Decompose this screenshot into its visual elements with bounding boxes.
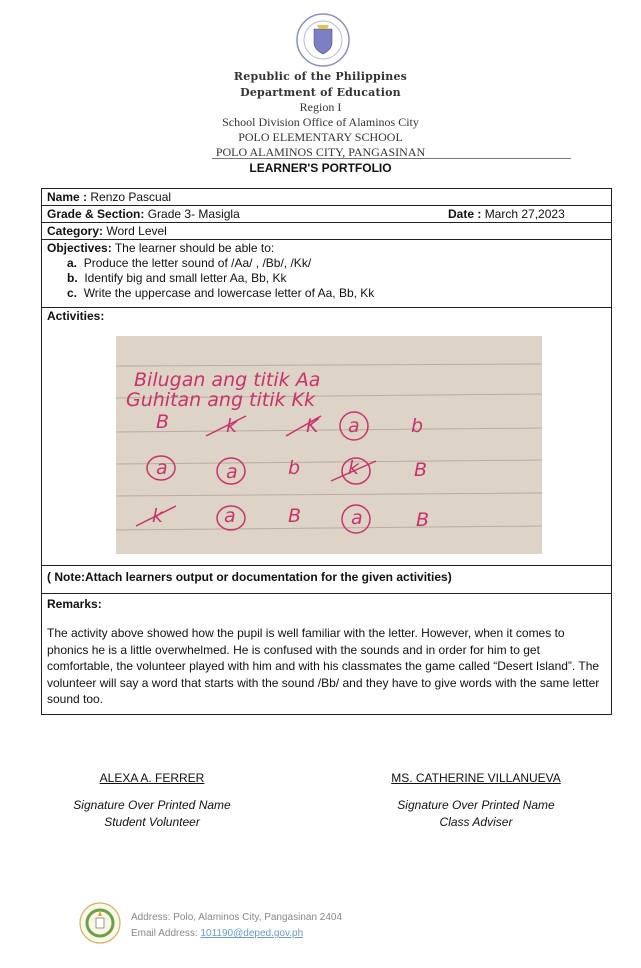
volunteer-name: ALEXA A. FERRER xyxy=(99,771,205,785)
school-seal-logo xyxy=(79,902,121,944)
activities-label: Activities: xyxy=(47,309,105,323)
svg-text:a: a xyxy=(156,457,168,479)
grade-label: Grade & Section: xyxy=(47,207,145,221)
svg-text:k: k xyxy=(348,457,360,479)
adviser-signature-caption: Signature Over Printed Name xyxy=(397,798,555,812)
date-field xyxy=(448,208,565,221)
school-heading: POLO ELEMENTARY SCHOOL xyxy=(238,130,403,144)
objective-text: Produce the letter sound of /Aa/ , /Bb/, /Kk/ xyxy=(83,256,312,270)
division-heading: School Division Office of Alaminos City xyxy=(222,115,419,129)
svg-text:B: B xyxy=(416,509,430,531)
footer-address: Address: Polo, Alaminos City, Pangasinan 2404 xyxy=(131,912,343,923)
page-title: LEARNER'S PORTFOLIO xyxy=(249,161,392,175)
svg-text:B: B xyxy=(414,459,428,481)
svg-text:B: B xyxy=(288,505,302,527)
objective-letter: a. xyxy=(67,256,78,270)
svg-text:Bilugan ang titik Aa: Bilugan ang titik Aa xyxy=(134,369,321,391)
svg-text:a: a xyxy=(348,415,360,437)
footer-email-link[interactable]: 101190@deped.gov.ph xyxy=(200,928,304,939)
grade-row xyxy=(42,206,611,223)
adviser-name: MS. CATHERINE VILLANUEVA xyxy=(391,771,561,785)
objective-text: Write the uppercase and lowercase letter of Aa, Bb, Kk xyxy=(83,286,375,300)
svg-text:a: a xyxy=(351,507,363,529)
objective-letter: b. xyxy=(67,271,78,285)
objectives-row xyxy=(42,240,611,308)
remarks-label-text: Remarks: xyxy=(47,597,102,611)
svg-text:k: k xyxy=(152,505,164,527)
volunteer-signature-block xyxy=(52,770,252,831)
adviser-role: Class Adviser xyxy=(439,815,513,829)
grade-section: Grade 3- Masigla xyxy=(147,207,240,221)
date-value: March 27,2023 xyxy=(484,207,565,221)
activity-worksheet-photo xyxy=(116,336,542,554)
location-heading: POLO ALAMINOS CITY, PANGASINAN xyxy=(215,145,426,159)
footer-email-label: Email Address: xyxy=(131,928,201,939)
category-value: Word Level xyxy=(106,224,167,238)
note-text: ( Note:Attach learners output or documentation for the given activities) xyxy=(47,570,452,584)
name-row xyxy=(42,189,611,206)
objective-text: Identify big and small letter Aa, Bb, Kk xyxy=(84,271,287,285)
note-row xyxy=(42,566,611,594)
deped-seal-logo xyxy=(295,12,351,68)
svg-text:K: K xyxy=(306,415,319,437)
svg-text:B: B xyxy=(156,411,170,433)
volunteer-role: Student Volunteer xyxy=(104,815,200,829)
svg-text:b: b xyxy=(411,415,424,437)
svg-text:k: k xyxy=(226,415,238,437)
name-label: Name : xyxy=(47,190,88,204)
objective-item xyxy=(67,271,606,286)
objective-item xyxy=(67,286,606,301)
objective-letter: c. xyxy=(67,286,78,300)
category-label: Category: xyxy=(47,224,104,238)
objectives-intro: The learner should be able to: xyxy=(114,241,275,255)
svg-text:a: a xyxy=(226,461,238,483)
header-divider xyxy=(212,158,571,159)
region-heading: Region I xyxy=(299,100,342,114)
category-row xyxy=(42,223,611,240)
remarks-label xyxy=(47,597,102,611)
svg-text:b: b xyxy=(288,457,301,479)
objectives-label: Objectives: xyxy=(47,241,112,255)
department-heading: Department of Education xyxy=(240,86,401,99)
adviser-signature-block xyxy=(356,770,596,831)
remarks-text: The activity above showed how the pupil is well familiar with the letter. However, when it comes to phonics he is a little overwhelmed. He is confused with the sounds and in order for him to get comfortable, the volunteer played with him and with his classmates the game called “Desert Island”. The volunteer will say a word that starts with the sound /Bb/ and they have to give words with the same letter sound too. xyxy=(47,626,600,706)
volunteer-signature-caption: Signature Over Printed Name xyxy=(73,798,231,812)
republic-heading: Republic of the Philippines xyxy=(233,70,408,83)
portfolio-form xyxy=(41,188,612,715)
date-label: Date : xyxy=(448,207,482,221)
footer-contact xyxy=(131,910,342,942)
learner-name: Renzo Pascual xyxy=(90,190,172,204)
objective-item xyxy=(67,255,606,271)
svg-text:Guhitan ang titik Kk: Guhitan ang titik Kk xyxy=(126,389,316,411)
svg-text:a: a xyxy=(224,505,236,527)
footer-email-line xyxy=(131,926,342,942)
